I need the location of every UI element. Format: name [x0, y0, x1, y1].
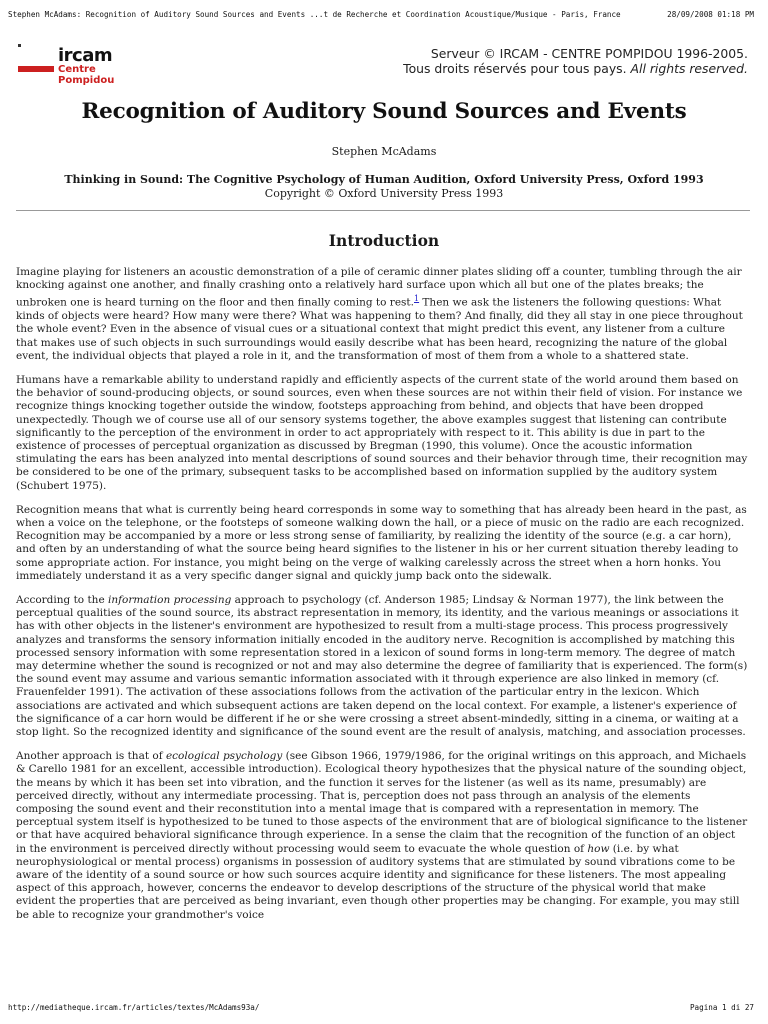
- print-header: [8, 10, 754, 19]
- rights-text: Tous droits réservés pour tous pays.: [403, 61, 627, 76]
- print-header-datetime: 28/09/2008 01:18 PM: [667, 10, 754, 19]
- paragraph-4-emphasis: information processing: [108, 593, 232, 606]
- paragraph-1-text-b: Then we ask the listeners the following questions: What kinds of objects were heard? How many were there? What was happening to them? And finally, did they all stay in one piece throughout the whole event? Even in the absence of visual cues or a situational context that might predict this event, any listener from a culture that makes use of such objects in such surroundings would easily describe what has been heard, recognizing the nature of the global event, the individual objects that played a role in it, and the transformation of most of them from a whole to a shattered state.: [16, 296, 743, 362]
- book-citation: [0, 173, 768, 201]
- page-number: Pagina 1 di 27: [689, 1003, 754, 1012]
- book-title: Thinking in Sound: The Cognitive Psychology of Human Audition, Oxford University Press, Oxford 1993: [64, 173, 704, 186]
- server-notice-line-1: Serveur © IRCAM - CENTRE POMPIDOU 1996-2005.: [430, 46, 748, 61]
- logo-dot-icon: [18, 44, 21, 47]
- paragraph-5: [16, 750, 748, 922]
- article-body: [16, 266, 748, 933]
- paragraph-5-emphasis-2: how: [587, 842, 610, 855]
- paragraph-5-text-a: Another approach is that of: [16, 750, 166, 763]
- paragraph-4-text-b: approach to psychology (cf. Anderson 1985; Lindsay & Norman 1977), the link between the perceptual qualities of the sound source, its abstract representation in memory, its identity, and the various meanings or associations it has with other objects in the listener's environment are hypothesized to result from a multi-stage process. This process progressively analyzes and transforms the sensory information initially encoded in the auditory nerve. Recognition is accomplished by matching this processed sensory information with some representation stored in a lexicon of sound forms in long-term memory. The degree of match may determine whether the sound is recognized or not and may also determine the degree of familiarity that is experienced. The form(s) the sound event may assume and various semantic information associated with it through experience are also linked in memory (cf. Frauenfelder 1991). The activation of these associations follows from the activation of the particular entry in the lexicon. Which associations are activated and which subsequent actions are taken depend on the local context. For example, a listener's experience of the significance of a car horn would be different if he or she were crossing a street absent-mindedly, sitting in a cinema, or waiting at a stop light. So the recognized identity and significance of the sound event are the result of analysis, matching, and association processes.: [16, 593, 748, 738]
- print-footer: [8, 1003, 754, 1012]
- section-heading: Introduction: [328, 231, 440, 250]
- paragraph-1-text-a: Imagine playing for listeners an acoustic demonstration of a pile of ceramic dinner plates sliding off a counter, tumbling through the air knocking against one another, and finally crashing onto a relatively hard surface upon which all but one of the plates breaks; the unbroken one is heard turning on the floor and then finally coming to rest.: [16, 266, 742, 309]
- print-header-title: Stephen McAdams: Recognition of Auditory Sound Sources and Events ...t de Recherche et Coordination Acoustique/Musique - Paris, France: [8, 10, 621, 19]
- copyright-line: Copyright © Oxford University Press 1993: [264, 187, 504, 200]
- paragraph-5-emphasis-1: ecological psychology: [165, 750, 283, 763]
- page-url: http://mediatheque.ircam.fr/articles/textes/McAdams93a/: [8, 1003, 260, 1012]
- paragraph-5-text-b: (see Gibson 1966, 1979/1986, for the original writings on this approach, and Michaels & Carello 1981 for an excellent, accessible introduction). Ecological theory hypothesizes that the physical nature of the sounding object, the means by which it has been set into vibration, and the function it serves for the listener (as well as its name, presumably) are perceived directly, without any intermediate processing. That is, perception does not pass through an analysis of the elements composing the sound event and their reconstitution into a mental image that is compared with a representation in memory. The perceptual system itself is hypothesized to be tuned to those aspects of the environment that are of biological significance to the listener or that have acquired behavioral significance through experience. In a sense the claim that the recognition of the function of an object in the environment is perceived directly without processing would seem to evacuate the whole question of: [16, 750, 748, 855]
- logo-red-bar-icon: [18, 66, 54, 72]
- article-title: Recognition of Auditory Sound Sources and Events: [81, 99, 687, 124]
- logo-name: ircam: [58, 45, 113, 66]
- logo-sub-line-1: Centre: [58, 64, 96, 75]
- article-author: Stephen McAdams: [331, 145, 437, 158]
- paragraph-2: Humans have a remarkable ability to understand rapidly and efficiently aspects of the current state of the world around them based on the behavior of sound-producing objects, or sound sources, even when these sources are not within their field of vision. For instance we recognize things knocking together outside the window, footsteps approaching from behind, and objects that have been dropped unexpectedly. Though we of course use all of our sensory systems together, the above examples suggest that listening can contribute significantly to the perception of the environment in order to act appropriately with respect to it. This ability is due in part to the existence of processes of perceptual organization as discussed by Bregman (1990, this volume). Once the acoustic information stimulating the ears has been analyzed into mental descriptions of sound sources and their behavior through time, their recognition may be considered to be one of the primary, subsequent tasks to be accomplished based on information supplied by the auditory system (Schubert 1975).: [16, 373, 748, 492]
- server-notice-line-2: [403, 61, 748, 76]
- paragraph-1: [16, 266, 748, 363]
- rights-text-english: All rights reserved.: [630, 61, 748, 76]
- divider: [16, 210, 750, 211]
- server-notice: [403, 46, 748, 76]
- footnote-link[interactable]: 1: [414, 294, 420, 304]
- logo-subtitle: [58, 64, 114, 86]
- paragraph-4-text-a: According to the: [16, 593, 108, 606]
- paragraph-4: [16, 594, 748, 739]
- paragraph-5-text-c: (i.e. by what neurophysiological or mental process) organisms in possession of auditory systems that are stimulated by sound vibrations come to be aware of the identity of a sound source or how such sources acquire identity and significance for these listeners. The most appealing aspect of this approach, however, concerns the endeavor to develop descriptions of the structure of the physical world that make evident the properties that are perceived as being invariant, even though other properties may be changing. For example, you may still be able to recognize your grandmother's voice: [16, 842, 740, 921]
- logo-sub-line-2: Pompidou: [58, 75, 115, 86]
- paragraph-3: Recognition means that what is currently being heard corresponds in some way to something that has already been heard in the past, as when a voice on the telephone, or the footsteps of someone walking down the hall, or a piece of music on the radio are each recognized. Recognition may be accompanied by a more or less strong sense of familiarity, by realizing the identity of the source (e.g. a car horn), and often by an understanding of what the source being heard signifies to the listener in his or her current situation thereby leading to some appropriate action. For instance, you might being on the verge of walking carelessly across the street when a horn honks. You immediately understand it as a very specific danger signal and quickly jump back onto the sidewalk.: [16, 503, 747, 582]
- ircam-logo[interactable]: [16, 42, 115, 86]
